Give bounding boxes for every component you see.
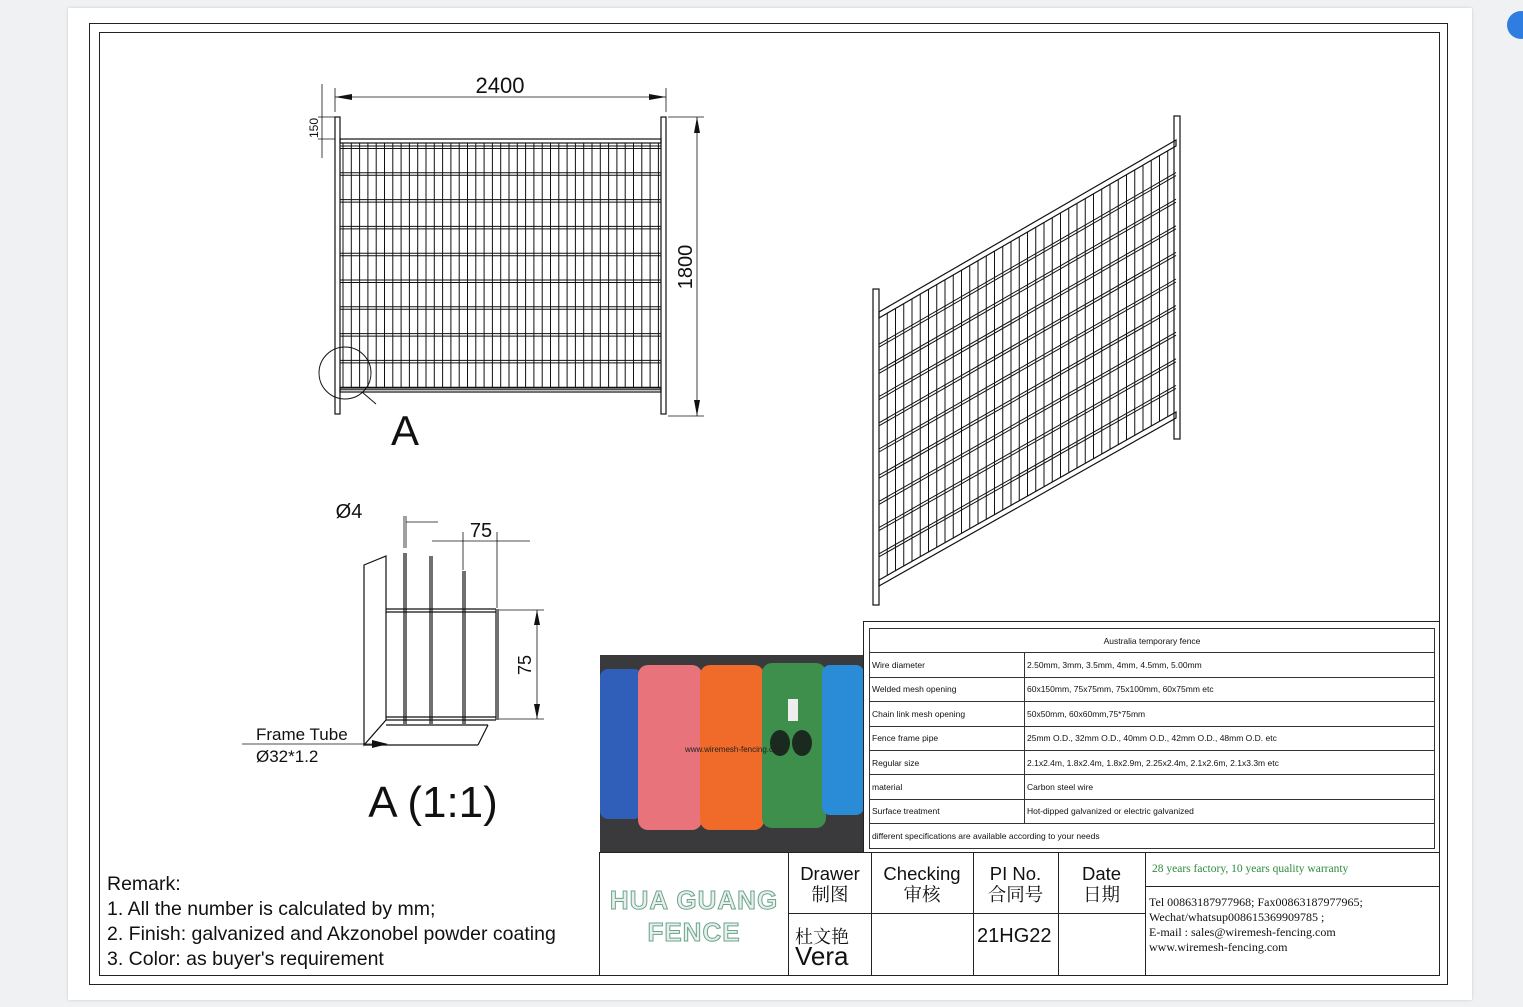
remark-block: [107, 872, 556, 972]
table-row: Regular size 2.1x2.4m, 1.8x2.4m, 1.8x2.9m, 2.25x2.4m, 2.1x2.6m, 2.1x3.3m etc: [870, 750, 1435, 774]
dim-75-v: 75: [515, 654, 535, 676]
spec-table-box: [863, 621, 1440, 853]
table-row: Welded mesh opening 60x150mm, 75x75mm, 75x100mm, 60x75mm etc: [870, 677, 1435, 701]
checking-header: Checking 审核: [883, 863, 961, 905]
detail-view: [242, 516, 544, 745]
table-row: Surface treatment Hot-dipped galvanized or electric galvanized: [870, 799, 1435, 823]
photo-watermark: www.wiremesh-fencing.com: [685, 745, 785, 754]
label-a: A: [390, 407, 420, 454]
dim-75-h: 75: [469, 520, 493, 542]
front-mesh: [340, 143, 661, 390]
contact-info: Tel 00863187977968; Fax00863187977965; Wechat/whatsup008615369909785 ; E-mail : sales@wiremesh-fencing.com www.wiremesh-fencing.com: [1149, 895, 1363, 954]
frame-tube-size: Ø32*1.2: [256, 747, 319, 766]
frame-tube-label: Frame Tube: [256, 725, 348, 744]
drawer-name-zh: 杜文艳: [795, 927, 849, 947]
dim-height: 1800: [675, 244, 697, 290]
dim-wire: Ø4: [335, 501, 363, 523]
pi-header: PI No. 合同号: [987, 863, 1044, 905]
product-photo: [600, 655, 864, 852]
table-row: Fence frame pipe 25mm O.D., 32mm O.D., 40mm O.D., 42mm O.D., 48mm O.D. etc: [870, 726, 1435, 750]
company-logo: HUA GUANG FENCE: [600, 853, 789, 975]
table-row: Wire diameter 2.50mm, 3mm, 3.5mm, 4mm, 4.5mm, 5.00mm: [870, 653, 1435, 677]
drawer-name: Vera: [795, 941, 849, 971]
spec-table: [869, 628, 1435, 849]
detail-label: A (1:1): [368, 778, 498, 827]
dim-top: 150: [307, 117, 321, 139]
remark-heading: Remark:: [107, 873, 181, 895]
drawer-header: Drawer 制图: [800, 863, 860, 905]
table-row: Chain link mesh opening 50x50mm, 60x60mm,75*75mm: [870, 702, 1435, 726]
right-post: [661, 117, 666, 414]
dim-width: 2400: [475, 73, 525, 98]
tagline: 28 years factory, 10 years quality warranty: [1152, 863, 1349, 875]
table-row: material Carbon steel wire: [870, 775, 1435, 799]
pi-number: 21HG22: [977, 925, 1052, 947]
remark-line: 3. Color: as buyer's requirement: [107, 948, 384, 970]
date-header: Date 日期: [1081, 863, 1122, 905]
spec-footer: different specifications are available according to your needs: [870, 824, 1435, 848]
isometric-fence: [873, 116, 1180, 605]
remark-line: 2. Finish: galvanized and Akzonobel powder coating: [107, 923, 556, 945]
remark-line: 1. All the number is calculated by mm;: [107, 898, 436, 920]
spec-title: Australia temporary fence: [870, 629, 1435, 653]
left-post: [335, 117, 340, 414]
